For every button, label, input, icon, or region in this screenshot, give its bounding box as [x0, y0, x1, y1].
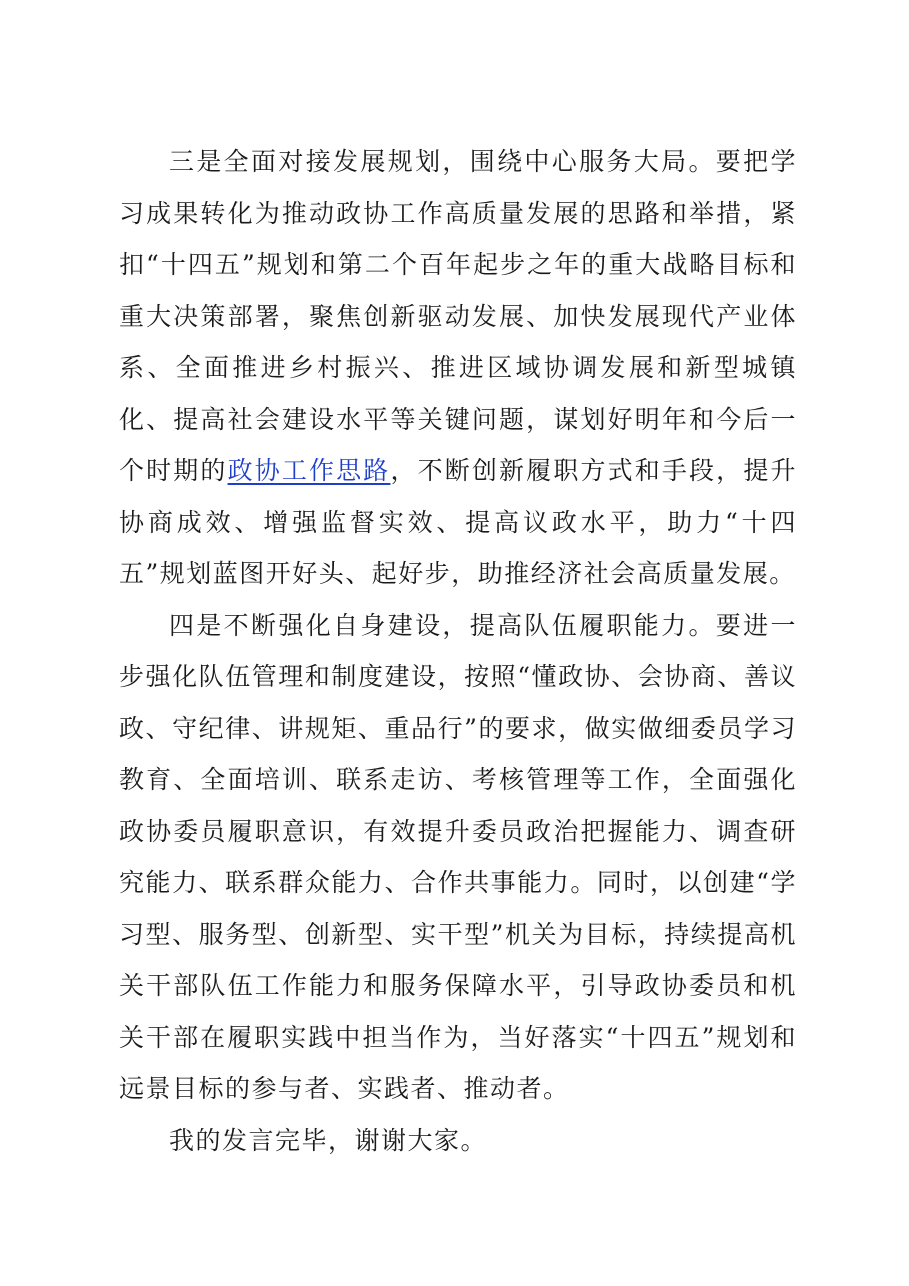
- paragraph-closing: 我的发言完毕，谢谢大家。: [169, 1125, 488, 1155]
- paragraph-planning-text-before: 三是全面对接发展规划，围绕中心服务大局。要把学习成果转化为推动政协工作高质量发展的思路和举措，紧扣“十四五”规划和第二个百年起步之年的重大战略目标和重大决策部署，聚焦创新驱动发展、加快发展现代产业体系、全面推进乡村振兴、推进区域协调发展和新型城镇化、提高社会建设水平等关键问题，谋划好明年和今后一个时期的: [119, 147, 797, 485]
- document-body: [119, 136, 797, 1166]
- paragraph-planning-text-after: ，不断创新履职方式和手段，提升协商成效、增强监督实效、提高议政水平，助力“十四五”规划蓝图开好头、起好步，助推经济社会高质量发展。: [119, 456, 797, 588]
- cppcc-work-approach-link[interactable]: 政协工作思路: [227, 456, 391, 485]
- paragraph-planning: [119, 136, 797, 600]
- paragraph-self-building: 四是不断强化自身建设，提高队伍履职能力。要进一步强化队伍管理和制度建设，按照“懂政协、会协商、善议政、守纪律、讲规矩、重品行”的要求，做实做细委员学习教育、全面培训、联系走访、考核管理等工作，全面强化政协委员履职意识，有效提升委员政治把握能力、调查研究能力、联系群众能力、合作共事能力。同时，以创建“学习型、服务型、创新型、实干型”机关为目标，持续提高机关干部队伍工作能力和服务保障水平，引导政协委员和机关干部在履职实践中担当作为，当好落实“十四五”规划和远景目标的参与者、实践者、推动者。: [119, 610, 797, 1103]
